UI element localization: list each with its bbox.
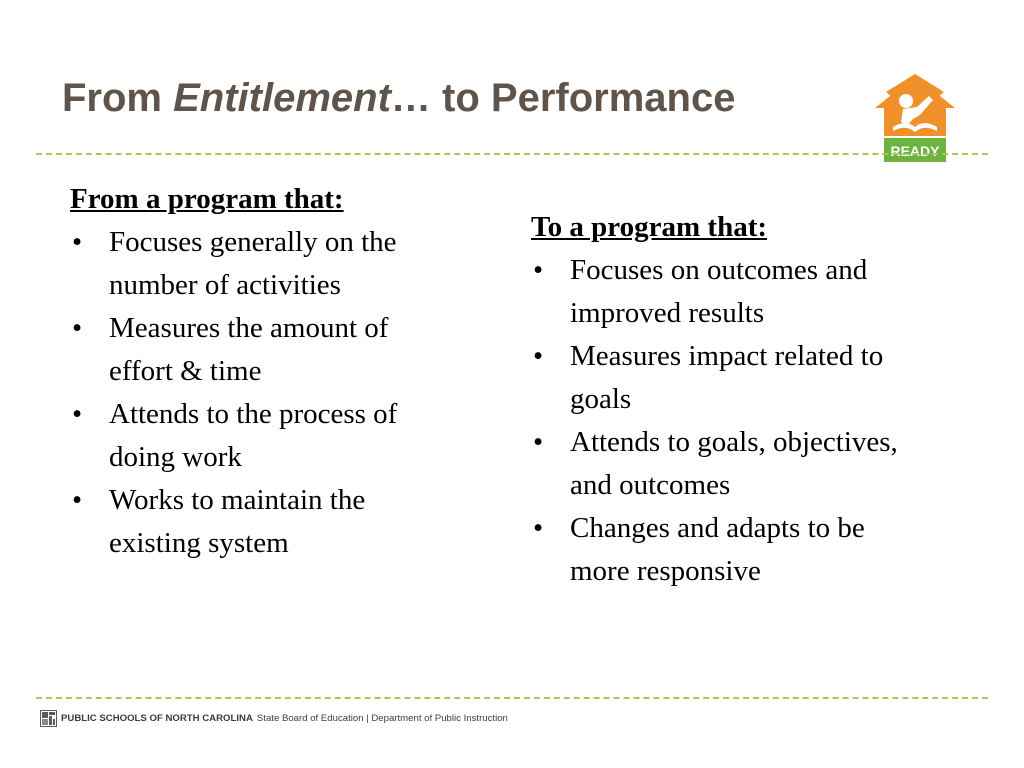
- right-heading: To a program that:: [531, 211, 768, 243]
- bullet-icon: •: [533, 512, 544, 544]
- footer-org: PUBLIC SCHOOLS OF NORTH CAROLINA: [61, 712, 253, 724]
- left-bullet-text: Attends to the process of doing work: [109, 398, 398, 473]
- right-bullet-item: [531, 249, 921, 335]
- right-bullet-text: Changes and adapts to be more responsive: [570, 512, 865, 587]
- footer-text: State Board of Education | Department of Public Instruction: [256, 712, 508, 724]
- left-heading: From a program that:: [70, 183, 344, 215]
- left-bullet-list: [70, 221, 450, 565]
- left-bullet-text: Focuses generally on the number of activities: [109, 226, 397, 301]
- top-divider: [36, 153, 988, 155]
- bullet-icon: •: [72, 484, 83, 516]
- right-bullet-list: [531, 249, 921, 593]
- right-bullet-item: [531, 335, 921, 421]
- left-bullet-text: Works to maintain the existing system: [109, 484, 366, 559]
- title-part-from: From: [62, 76, 174, 120]
- bullet-icon: •: [72, 226, 83, 258]
- bullet-icon: •: [533, 340, 544, 372]
- left-bullet-item: [70, 221, 450, 307]
- left-bullet-item: [70, 307, 450, 393]
- right-bullet-text: Attends to goals, objectives, and outcomes: [570, 426, 898, 501]
- right-bullet-item: [531, 507, 921, 593]
- title-part-entitlement: Entitlement: [173, 76, 391, 120]
- page-title: [62, 72, 735, 124]
- right-column: [531, 206, 921, 593]
- left-bullet-item: [70, 393, 450, 479]
- bottom-divider: [36, 697, 988, 699]
- bullet-icon: •: [533, 254, 544, 286]
- title-part-performance: … to Performance: [390, 76, 736, 120]
- bullet-icon: •: [533, 426, 544, 458]
- right-bullet-item: [531, 421, 921, 507]
- left-column: [70, 178, 450, 565]
- bullet-icon: •: [72, 312, 83, 344]
- bullet-icon: •: [72, 398, 83, 430]
- left-bullet-item: [70, 479, 450, 565]
- ready-house-icon: [875, 74, 955, 136]
- right-bullet-text: Focuses on outcomes and improved results: [570, 254, 868, 329]
- footer: [40, 709, 508, 727]
- left-bullet-text: Measures the amount of effort & time: [109, 312, 389, 387]
- nc-seal-icon: [40, 710, 57, 727]
- ready-label: READY: [890, 143, 940, 159]
- right-bullet-text: Measures impact related to goals: [570, 340, 884, 415]
